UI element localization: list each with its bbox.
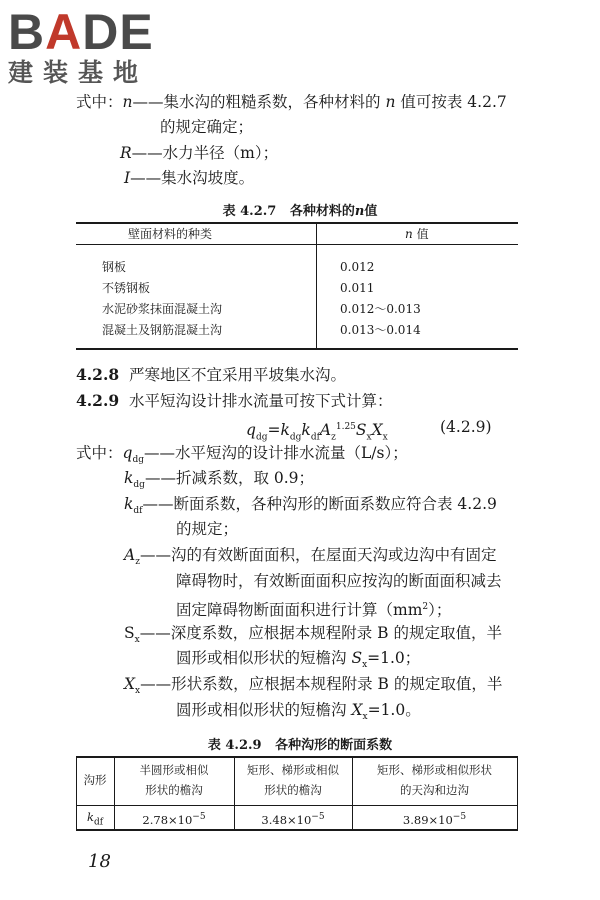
table2-header-rect-eave: 矩形、梯形或相似 形状的檐沟 [247, 763, 339, 797]
table1-top-rule [76, 222, 518, 224]
table2-header-rule [76, 805, 518, 806]
defs2-line-kdg: $k_{dg}——$折减系数，取 0.9； [124, 469, 315, 491]
table1-header-material: 壁面材料的种类 [128, 227, 213, 241]
defs1-line-i: I——集水沟坡度。 [124, 169, 255, 187]
defs2-line-az-cont1: 障碍物时，有效断面面积应按沟的断面面积减去 [176, 572, 502, 590]
table1-row-material: 钢板 [102, 260, 127, 274]
clause-4-2-9: 4.2.9 水平短沟设计排水流量可按下式计算： [76, 391, 393, 410]
table1-header-n: n 值 [405, 227, 429, 241]
table2-value-semicircle: $2.78\times 10^{-5}$ [142, 812, 206, 827]
defs2-line-kdf-cont: 的规定； [176, 520, 239, 538]
clause-4-2-8: 4.2.8 严寒地区不宜采用平坡集水沟。 [76, 365, 347, 384]
table1-bottom-rule [76, 348, 518, 350]
table1-row-material: 混凝土及钢筋混凝土沟 [102, 323, 223, 337]
defs1-line-r: R——水力半径（m）； [120, 144, 279, 162]
table2-value-rect-gutter: $3.89\times 10^{-5}$ [402, 812, 467, 827]
defs1-line-n: 式中：n——集水沟的粗糙系数，各种材料的 n 值可按表 4.2.7 [76, 93, 507, 111]
table1-row-value: 0.011 [340, 281, 375, 295]
table1-col-divider [316, 222, 317, 349]
table2-value-rect-eave: $3.48\times 10^{-5}$ [261, 812, 325, 827]
defs2-line-kdf: $k_{df}——$断面系数，各种沟形的断面系数应符合表 4.2.9 [124, 495, 497, 517]
defs1-line-n-cont: 的规定确定； [160, 118, 254, 136]
table1-row-material: 不锈钢板 [102, 281, 151, 295]
table2-caption: 表 4.2.9 各种沟形的断面系数 [207, 738, 393, 753]
table2-top-rule [76, 756, 518, 758]
table2-row-label: $k_{df}$ [86, 810, 104, 828]
formula: $q_{dg}=k_{dg}k_{df}A_z^{1.25}S_xX_x$ [246, 421, 388, 443]
defs2-line-q: 式中：$q_{dg}——$水平短沟的设计排水流量（L/s）； [76, 444, 408, 466]
table2-right-border [517, 756, 518, 830]
table1-row-value: 0.012 [340, 260, 375, 274]
defs2-line-xx: $X_x——$形状系数，应根据本规程附录 B 的规定取值，半 [124, 675, 503, 697]
table1-row-value: 0.012～0.013 [340, 302, 421, 316]
defs2-line-xx-cont: 圆形或相似形状的短檐沟 $X_x=1.0$。 [176, 701, 421, 723]
defs2-line-az: $A_z——$沟的有效断面面积，在屋面天沟或边沟中有固定 [124, 546, 497, 568]
defs2-line-az-cont2: 固定障碍物断面面积进行计算$(mm^2)$； [176, 601, 452, 620]
table2-header-semicircle: 半圆形或相似 形状的檐沟 [139, 763, 209, 797]
logo-wordmark: BADE [8, 4, 154, 60]
page-number: 18 [88, 851, 111, 872]
formula-number: (4.2.9) [440, 418, 492, 436]
logo [8, 6, 178, 88]
table1-row-value: 0.013～0.014 [340, 323, 421, 337]
table1-header-rule [76, 244, 518, 245]
table2-header-shape: 沟形 [83, 773, 107, 787]
logo-tagline: 建装基地 [8, 58, 149, 87]
defs2-line-sx-cont: 圆形或相似形状的短檐沟 $S_x=1.0$； [176, 649, 421, 671]
table2-header-rect-gutter: 矩形、梯形或相似形状 的天沟和边沟 [377, 763, 492, 797]
table1-caption: 表 4.2.7 各种材料的n值 [222, 204, 378, 219]
defs2-line-sx: $S_x——$深度系数，应根据本规程附录 B 的规定取值，半 [124, 624, 502, 646]
table1-row-material: 水泥砂浆抹面混凝土沟 [102, 302, 223, 316]
